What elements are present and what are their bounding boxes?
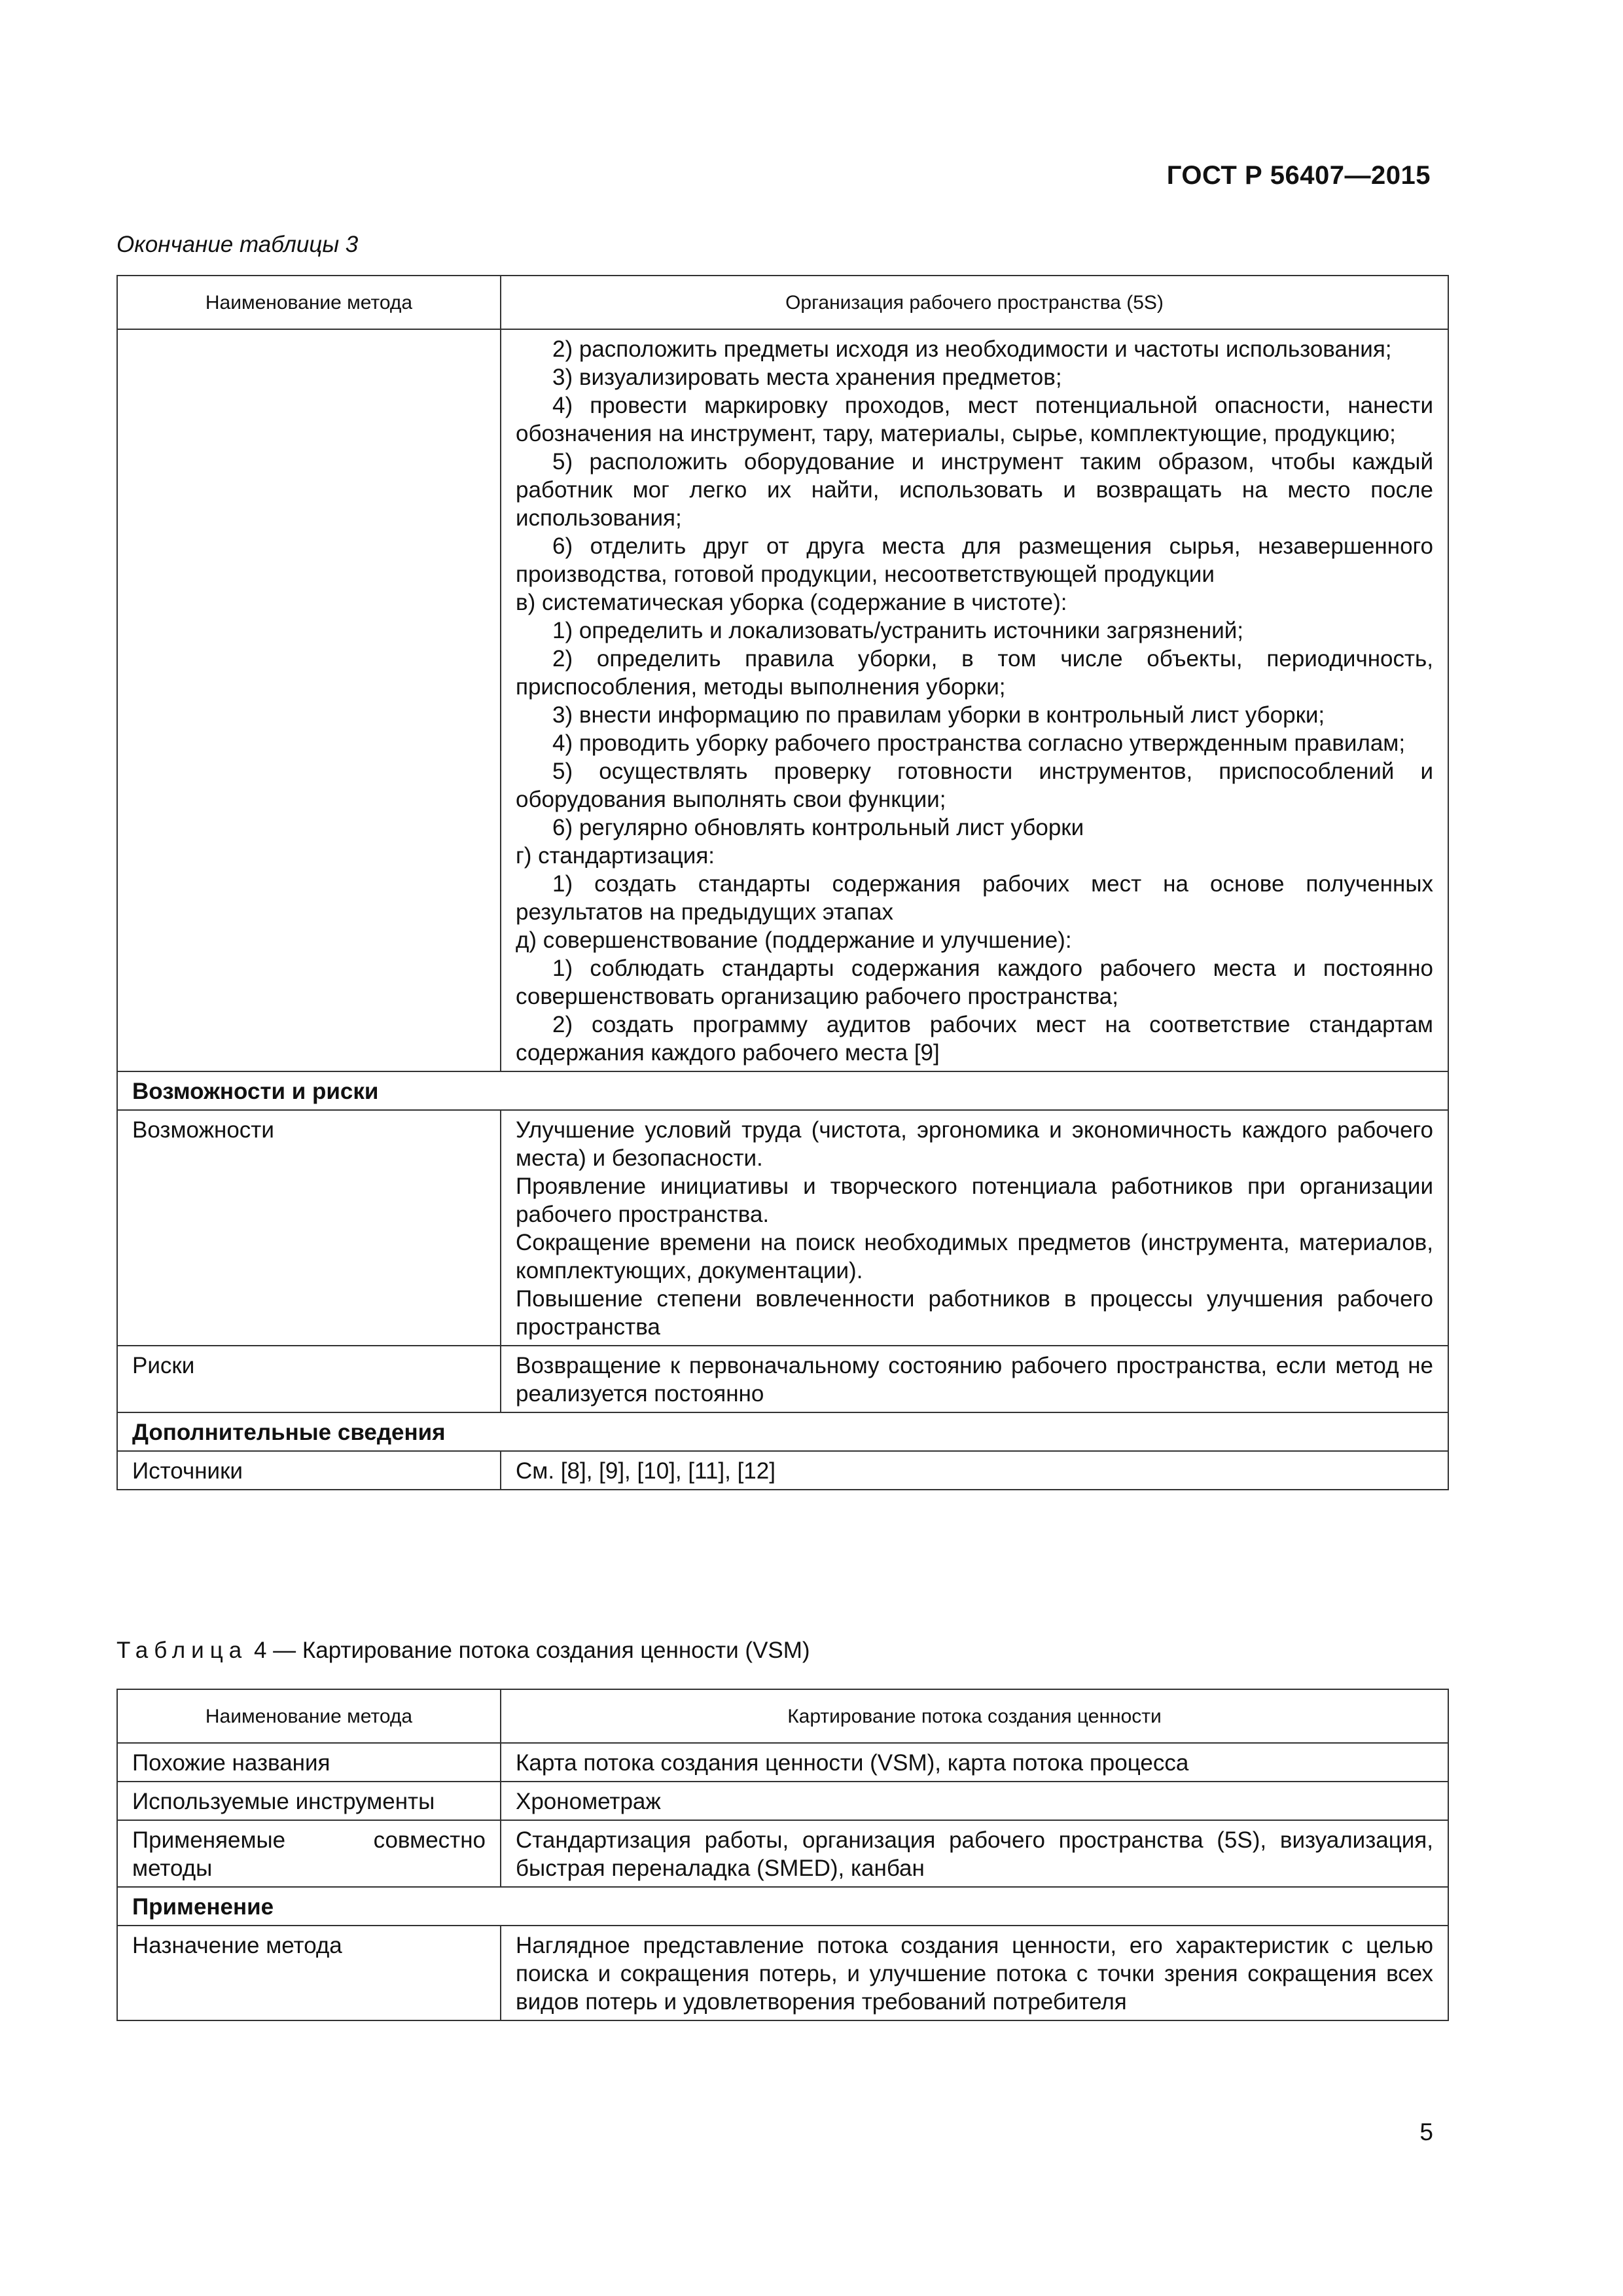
section-additional-info: Дополнительные сведения [117, 1412, 1448, 1451]
opportunities-label: Возможности [117, 1110, 501, 1346]
list-item: 4) провести маркировку проходов, мест потенциальной опасности, нанести обозначения на инструмент, тару, материалы, сырье, комплектующие, продукцию; [516, 393, 1433, 446]
list-item: 1) соблюдать стандарты содержания каждого рабочего места и постоянно совершенствовать организацию рабочего пространства; [516, 956, 1433, 1009]
risks-label: Риски [117, 1346, 501, 1412]
table3-continued-content [501, 329, 1448, 1071]
table3-row-risks [117, 1346, 1448, 1412]
table3-header-row [117, 276, 1448, 329]
list-item: в) систематическая уборка (содержание в чистоте): [516, 590, 1067, 615]
purpose-text: Наглядное представление потока создания ценности, его характеристик с целью поиска и сокращения потерь, и улучшение потока с точки зрения сокращения всех видов потерь и удовлетворения требований потребителя [501, 1926, 1448, 2020]
sources-text: См. [8], [9], [10], [11], [12] [501, 1451, 1448, 1490]
table4-header-col2: Картирование потока создания ценности [501, 1689, 1448, 1743]
similar-names-label: Похожие названия [117, 1743, 501, 1782]
table4-caption-title: 4 — Картирование потока создания ценности (VSM) [247, 1638, 810, 1663]
table4-row-methods [117, 1820, 1448, 1887]
similar-names-text: Карта потока создания ценности (VSM), карта потока процесса [501, 1743, 1448, 1782]
table4-section-row [117, 1887, 1448, 1926]
purpose-label: Назначение метода [117, 1926, 501, 2020]
table4-row-tools [117, 1782, 1448, 1820]
table4-caption-word: Таблица [116, 1638, 248, 1663]
list-item: 4) проводить уборку рабочего пространства согласно утвержденным правилам; [552, 730, 1406, 756]
opportunity-line: Улучшение условий труда (чистота, эргономика и экономичность каждого рабочего места) и безопасности. [516, 1117, 1433, 1171]
document-code: ГОСТ Р 56407—2015 [1166, 161, 1431, 190]
table3-row-sources [117, 1451, 1448, 1490]
table3-header-col1: Наименование метода [117, 276, 501, 329]
risks-text: Возвращение к первоначальному состоянию рабочего пространства, если метод не реализуется постоянно [501, 1346, 1448, 1412]
table3-section-row [117, 1071, 1448, 1110]
table4-row-purpose [117, 1926, 1448, 2020]
list-item: 5) расположить оборудование и инструмент таким образом, чтобы каждый работник мог легко их найти, использовать и возвращать на место после использования; [516, 449, 1433, 531]
table3-header-col2: Организация рабочего пространства (5S) [501, 276, 1448, 329]
table3-section-row [117, 1412, 1448, 1451]
table3-caption: Окончание таблицы 3 [116, 232, 359, 257]
table3-continued-row [117, 329, 1448, 1071]
table4-row-similar-names [117, 1743, 1448, 1782]
opportunity-line: Повышение степени вовлеченности работников в процессы улучшения рабочего пространства [516, 1286, 1433, 1340]
table-4 [116, 1689, 1449, 2021]
page-number: 5 [1419, 2119, 1433, 2145]
list-item: г) стандартизация: [516, 843, 715, 869]
table3-continued-label [117, 329, 501, 1071]
tools-text: Хронометраж [501, 1782, 1448, 1820]
table-3 [116, 275, 1449, 1490]
methods-text: Стандартизация работы, организация рабочего пространства (5S), визуализация, быстрая переналадка (SMED), канбан [501, 1820, 1448, 1887]
section-application: Применение [117, 1887, 1448, 1926]
list-item: 5) осуществлять проверку готовности инструментов, приспособлений и оборудования выполнять свои функции; [516, 759, 1433, 812]
opportunity-line: Сокращение времени на поиск необходимых предметов (инструмента, материалов, комплектующих, документации). [516, 1230, 1433, 1283]
list-item: 3) внести информацию по правилам уборки в контрольный лист уборки; [552, 702, 1325, 728]
section-opportunities-risks: Возможности и риски [117, 1071, 1448, 1110]
list-item: 1) определить и локализовать/устранить источники загрязнений; [552, 618, 1244, 643]
opportunity-line: Проявление инициативы и творческого потенциала работников при организации рабочего пространства. [516, 1174, 1433, 1227]
list-item: 6) регулярно обновлять контрольный лист уборки [552, 815, 1084, 840]
table4-header-col1: Наименование метода [117, 1689, 501, 1743]
table4-caption [116, 1638, 810, 1664]
list-item: 3) визуализировать места хранения предметов; [552, 365, 1062, 390]
list-item: 1) создать стандарты содержания рабочих мест на основе полученных результатов на предыдущих этапах [516, 871, 1433, 925]
sources-label: Источники [117, 1451, 501, 1490]
table3-row-opportunities [117, 1110, 1448, 1346]
opportunities-text [501, 1110, 1448, 1346]
list-item: 2) расположить предметы исходя из необходимости и частоты использования; [552, 336, 1392, 362]
table4-header-row [117, 1689, 1448, 1743]
list-item: 2) создать программу аудитов рабочих мест на соответствие стандартам содержания каждого рабочего места [9] [516, 1012, 1433, 1066]
list-item: 6) отделить друг от друга места для размещения сырья, незавершенного производства, готовой продукции, несоответствующей продукции [516, 533, 1433, 587]
tools-label: Используемые инструменты [117, 1782, 501, 1820]
list-item: д) совершенствование (поддержание и улучшение): [516, 927, 1072, 953]
methods-label: Применяемые совместно методы [117, 1820, 501, 1887]
list-item: 2) определить правила уборки, в том числе объекты, периодичность, приспособления, методы выполнения уборки; [516, 646, 1433, 700]
